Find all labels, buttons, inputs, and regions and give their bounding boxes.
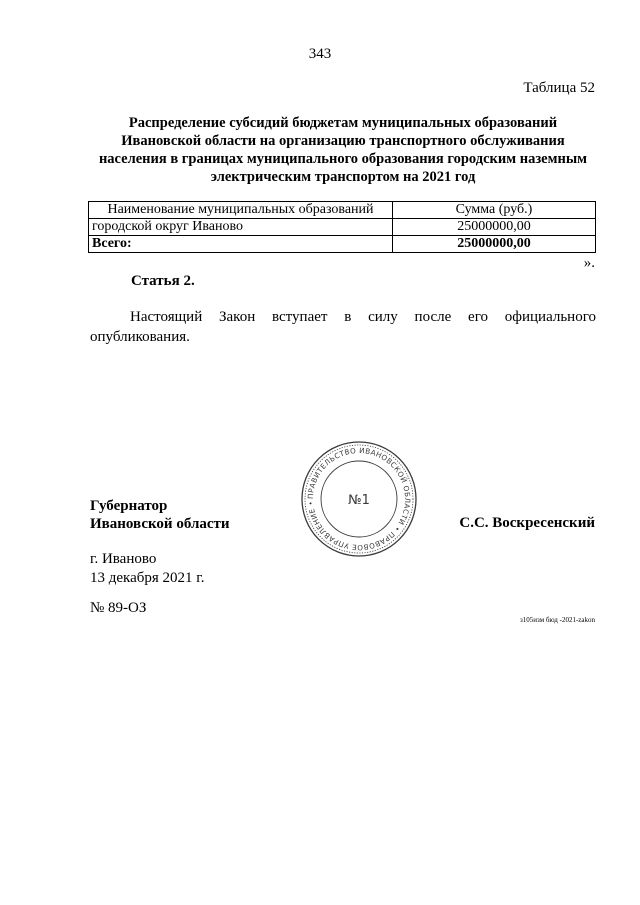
page-number: 343 <box>308 46 332 62</box>
stamp-number: №1 <box>348 493 370 508</box>
article-heading: Статья 2. <box>131 273 195 289</box>
header-municipality: Наименование муниципальных образований <box>89 202 393 219</box>
table-header-row <box>89 202 596 219</box>
governor-title-line1: Губернатор <box>90 498 168 514</box>
place-date <box>90 550 205 588</box>
place: г. Иваново <box>90 551 157 567</box>
date: 13 декабря 2021 г. <box>90 570 205 586</box>
governor-title <box>90 497 230 533</box>
closing-quote: ». <box>583 255 595 271</box>
governor-title-line2: Ивановской области <box>90 516 230 532</box>
stamp-ring-text: ПРАВИТЕЛЬСТВО ИВАНОВСКОЙ ОБЛАСТИ • ПРАВОВОЕ УПРАВЛЕНИЕ • <box>305 445 413 553</box>
header-amount: Сумма (руб.) <box>393 202 596 219</box>
table-label: Таблица 52 <box>523 80 595 96</box>
total-amount: 25000000,00 <box>393 236 596 253</box>
total-label: Всего: <box>89 236 393 253</box>
file-reference: з105изм бюд -2021-zakon <box>520 616 595 624</box>
table-row <box>89 219 596 236</box>
row-amount: 25000000,00 <box>393 219 596 236</box>
governor-name: С.С. Воскресенский <box>459 515 595 531</box>
official-stamp <box>300 440 418 558</box>
article-text: Настоящий Закон вступает в силу после его официального опубликования. <box>90 309 596 345</box>
row-municipality: городской округ Иваново <box>89 219 393 236</box>
table-title: Распределение субсидий бюджетам муниципальных образований Ивановской области на организацию транспортного обслуживания населения в границах муниципального образования городским наземным электрическим транспортом на 2021 год <box>98 115 588 185</box>
law-number: № 89-ОЗ <box>90 600 147 616</box>
subsidy-table <box>88 201 596 253</box>
table-total-row <box>89 236 596 253</box>
